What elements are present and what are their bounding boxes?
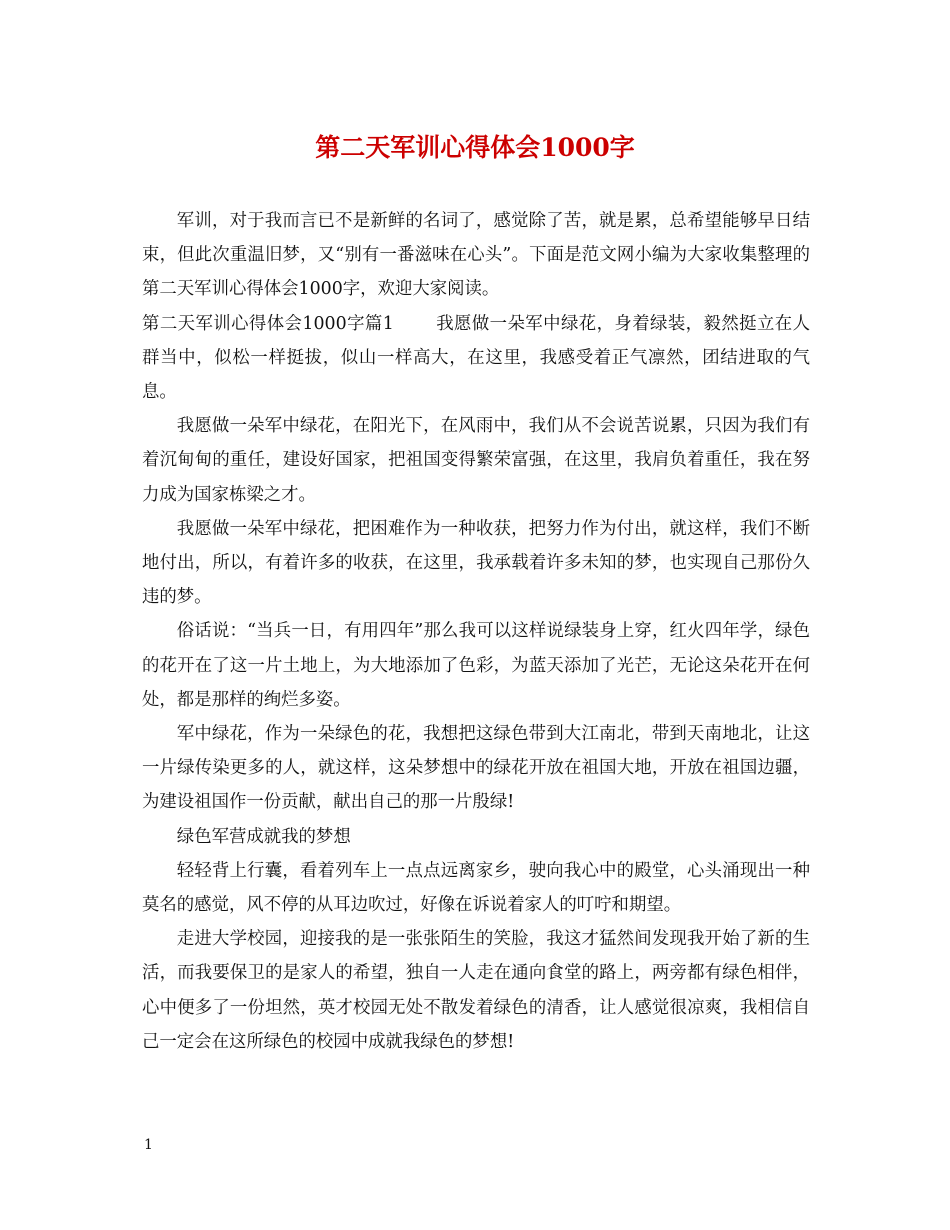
paragraph-5: 俗话说：“当兵一日，有用四年”那么我可以这样说绿装身上穿，红火四年学，绿色的花开在了这一片土地上，为大地添加了色彩，为蓝天添加了光芒，无论这朵花开在何处，都是那样的绚烂多姿。: [142, 621, 810, 710]
document-body: [142, 204, 810, 1059]
paragraph-3: 我愿做一朵军中绿花，在阳光下，在风雨中，我们从不会说苦说累，只因为我们有着沉甸甸的重任，建设好国家，把祖国变得繁荣富强，在这里，我肩负着重任，我在努力成为国家栋梁之才。: [142, 416, 810, 505]
paragraph-6: 军中绿花，作为一朵绿色的花，我想把这绿色带到大江南北，带到天南地北，让这一片绿传染更多的人，就这样，这朵梦想中的绿花开放在祖国大地，开放在祖国边疆，为建设祖国作一份贡献，献出自己的那一片殷绿!: [142, 724, 810, 813]
paragraph-section-1: [142, 307, 810, 410]
section-heading: 第二天军训心得体会1000字篇1: [142, 313, 394, 334]
page-number: 1: [144, 1137, 153, 1153]
document-title: 第二天军训心得体会1000字: [315, 133, 635, 162]
subheading: 绿色军营成就我的梦想: [176, 826, 351, 847]
section-text: 我愿做一朵军中绿花，身着绿装，毅然挺立在人群当中，似松一样挺拔，似山一样高大，在这里，我感受着正气凛然，团结进取的气息。: [142, 313, 810, 403]
paragraph-intro: 军训，对于我而言已不是新鲜的名词了，感觉除了苦，就是累，总希望能够早日结束，但此次重温旧梦，又“别有一番滋味在心头”。下面是范文网小编为大家收集整理的第二天军训心得体会1000字，欢迎大家阅读。: [142, 211, 810, 300]
paragraph-8: 轻轻背上行囊，看着列车上一点点远离家乡，驶向我心中的殿堂，心头涌现出一种莫名的感觉，风不停的从耳边吹过，好像在诉说着家人的叮咛和期望。: [142, 860, 810, 916]
paragraph-9: 走进大学校园，迎接我的是一张张陌生的笑脸，我这才猛然间发现我开始了新的生活，而我要保卫的是家人的希望，独自一人走在通向食堂的路上，两旁都有绿色相伴，心中便多了一份坦然，英才校园无处不散发着绿色的清香，让人感觉很凉爽，我相信自己一定会在这所绿色的校园中成就我绿色的梦想!: [142, 929, 810, 1052]
paragraph-4: 我愿做一朵军中绿花，把困难作为一种收获，把努力作为付出，就这样，我们不断地付出，所以，有着许多的收获，在这里，我承载着许多未知的梦，也实现自己那份久违的梦。: [142, 518, 810, 608]
